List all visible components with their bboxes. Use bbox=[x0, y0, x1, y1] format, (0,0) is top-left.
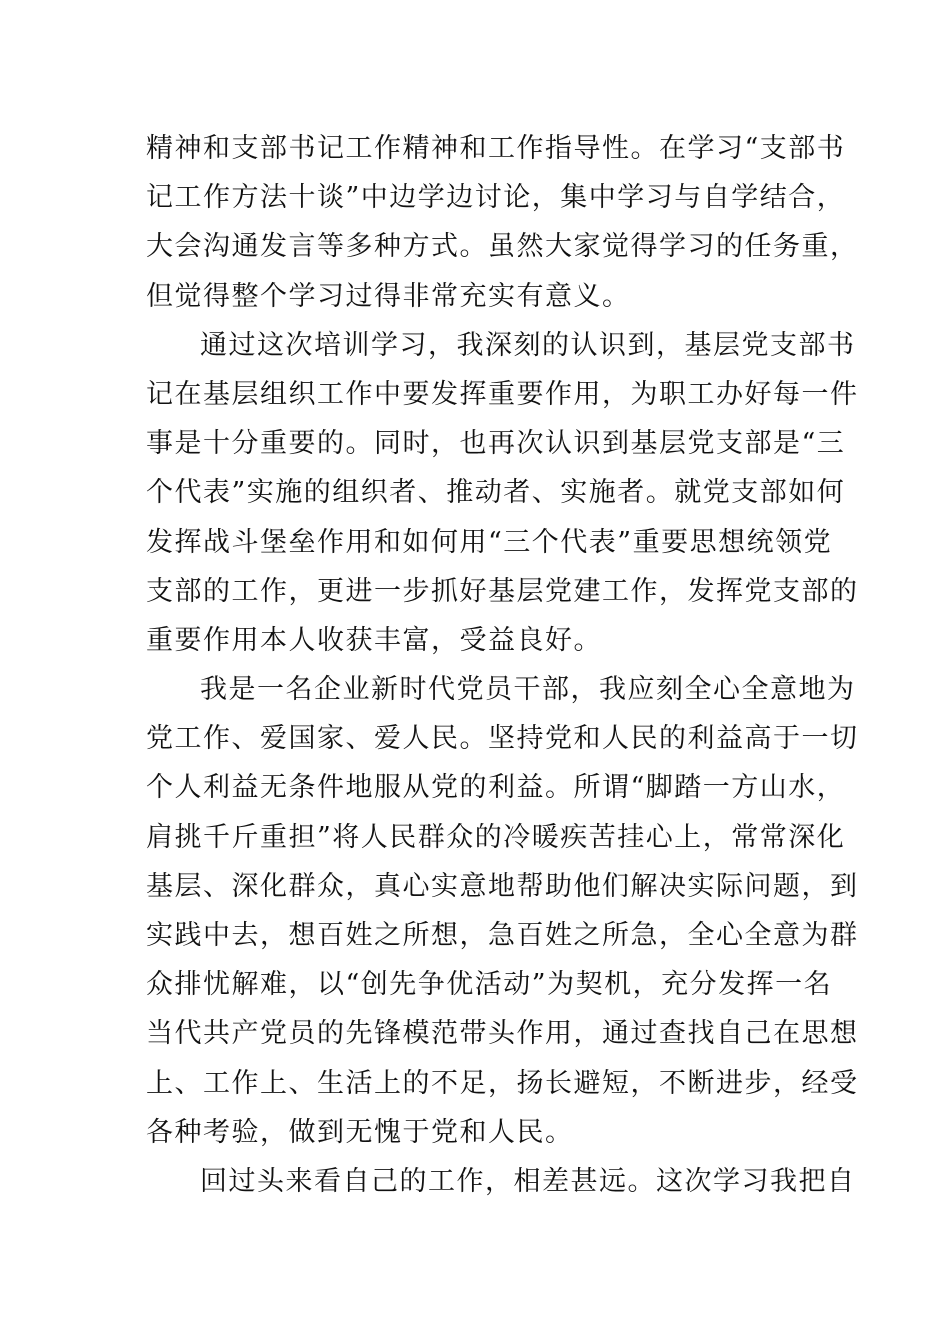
text-line: 重要作用本人收获丰富，受益良好。 bbox=[146, 624, 602, 656]
paragraph bbox=[146, 1157, 856, 1206]
paragraph bbox=[146, 665, 859, 1157]
text-line: 通过这次培训学习，我深刻的认识到，基层党支部书 bbox=[200, 329, 856, 361]
document-body bbox=[146, 124, 859, 1206]
text-line: 精神和支部书记工作精神和工作指导性。在学习“支部书 bbox=[146, 133, 846, 164]
text-line: 回过头来看自己的工作，相差甚远。这次学习我把自 bbox=[200, 1165, 856, 1197]
text-line: 但觉得整个学习过得非常充实有意义。 bbox=[146, 280, 631, 312]
text-line: 肩挑千斤重担”将人民群众的冷暖疾苦挂心上，常常深化 bbox=[146, 821, 846, 853]
text-line: 记在基层组织工作中要发挥重要作用，为职工办好每一件 bbox=[146, 378, 859, 410]
text-line: 各种考验，做到无愧于党和人民。 bbox=[146, 1116, 574, 1148]
paragraph bbox=[146, 321, 859, 665]
text-line: 众排忧解难，以“创先争优活动”为契机，充分发挥一名 bbox=[146, 969, 833, 1001]
paragraph bbox=[146, 124, 859, 321]
text-line: 我是一名企业新时代党员干部，我应刻全心全意地为 bbox=[200, 674, 856, 706]
text-line: 个人利益无条件地服从党的利益。所谓“脚踏一方山水， bbox=[146, 772, 846, 804]
text-line: 当代共产党员的先锋模范带头作用，通过查找自己在思想 bbox=[146, 1018, 859, 1050]
text-line: 发挥战斗堡垒作用和如何用“三个代表”重要思想统领党 bbox=[146, 526, 833, 558]
text-line: 记工作方法十谈”中边学边讨论，集中学习与自学结合， bbox=[146, 182, 846, 214]
text-line: 支部的工作，更进一步抓好基层党建工作，发挥党支部的 bbox=[146, 575, 859, 607]
text-line: 大会沟通发言等多种方式。虽然大家觉得学习的任务重， bbox=[146, 231, 859, 263]
text-line: 基层、深化群众，真心实意地帮助他们解决实际问题，到 bbox=[146, 870, 859, 902]
text-line: 上、工作上、生活上的不足，扬长避短，不断进步，经受 bbox=[146, 1067, 859, 1099]
text-line: 个代表”实施的组织者、推动者、实施者。就党支部如何 bbox=[146, 477, 846, 509]
text-line: 事是十分重要的。同时，也再次认识到基层党支部是“三 bbox=[146, 428, 846, 460]
text-line: 实践中去，想百姓之所想，急百姓之所急，全心全意为群 bbox=[146, 920, 859, 951]
text-line: 党工作、爱国家、爱人民。坚持党和人民的利益高于一切 bbox=[146, 723, 859, 755]
